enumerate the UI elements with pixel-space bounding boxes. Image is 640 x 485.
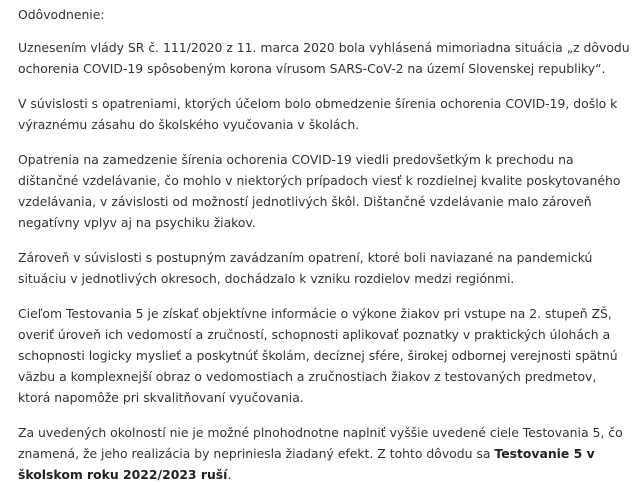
paragraph-school-impact: V súvislosti s opatreniami, ktorých účelom bolo obmedzenie šírenia ochorenia COVID-19, došlo k výraznému zásahu do školského vyučovania v školách. <box>18 96 618 132</box>
section-heading: Odôvodnenie: <box>18 7 105 22</box>
conclusion-end: . <box>227 467 232 482</box>
paragraph-government-resolution: Uznesením vlády SR č. 111/2020 z 11. marca 2020 bola vyhlásená mimoriadna situácia „z dôvodu ochorenia COVID-19 spôsobeným korona vírusom SARS-CoV-2 na území Slovenskej republiky“. <box>18 40 630 76</box>
paragraph-testing-goal: Cieľom Testovania 5 je získať objektívne informácie o výkone žiakov pri vstupe na 2. stupeň ZŠ, overiť úroveň ich vedomostí a zručností, schopnosti aplikovať poznatky v praktických úlohách a schopnosti logicky myslieť a poskytnúť školám, decíznej sfére, širokej odbornej verejnosti spätnú väzbu a komplexnejší obraz o vedomostiach a zručnostiach žiakov z testovaných predmetov, ktorá napomôže pri skvalitňovaní vyučovania. <box>18 306 618 405</box>
conclusion-cancellation: Testovanie 5 v školskom roku 2022/2023 ruší <box>18 446 595 482</box>
conclusion-text: Za uvedených okolností nie je možné plnohodnotne naplniť vyššie uvedené ciele Testovania 5, čo znamená, že jeho realizácia by nepriniesla žiadaný efekt. Z tohto dôvodu sa <box>18 425 623 461</box>
paragraph-regional-differences: Zároveň v súvislosti s postupným zavádzaním opatrení, ktoré boli naviazané na pandemickú situáciu v jednotlivých okresoch, dochádzalo k vzniku rozdielov medzi regiónmi. <box>18 250 593 286</box>
paragraph-distance-learning: Opatrenia na zamedzenie šírenia ochorenia COVID-19 viedli predovšetkým k prechodu na dištančné vzdelávanie, čo mohlo v niektorých prípadoch viesť k rozdielnej kvalite poskytovaného vzdelávania, v závislosti od možností jednotlivých škôl. Dištančné vzdelávanie malo zároveň negatívny vplyv aj na psychiku žiakov. <box>18 152 621 230</box>
paragraph-conclusion <box>18 422 632 485</box>
